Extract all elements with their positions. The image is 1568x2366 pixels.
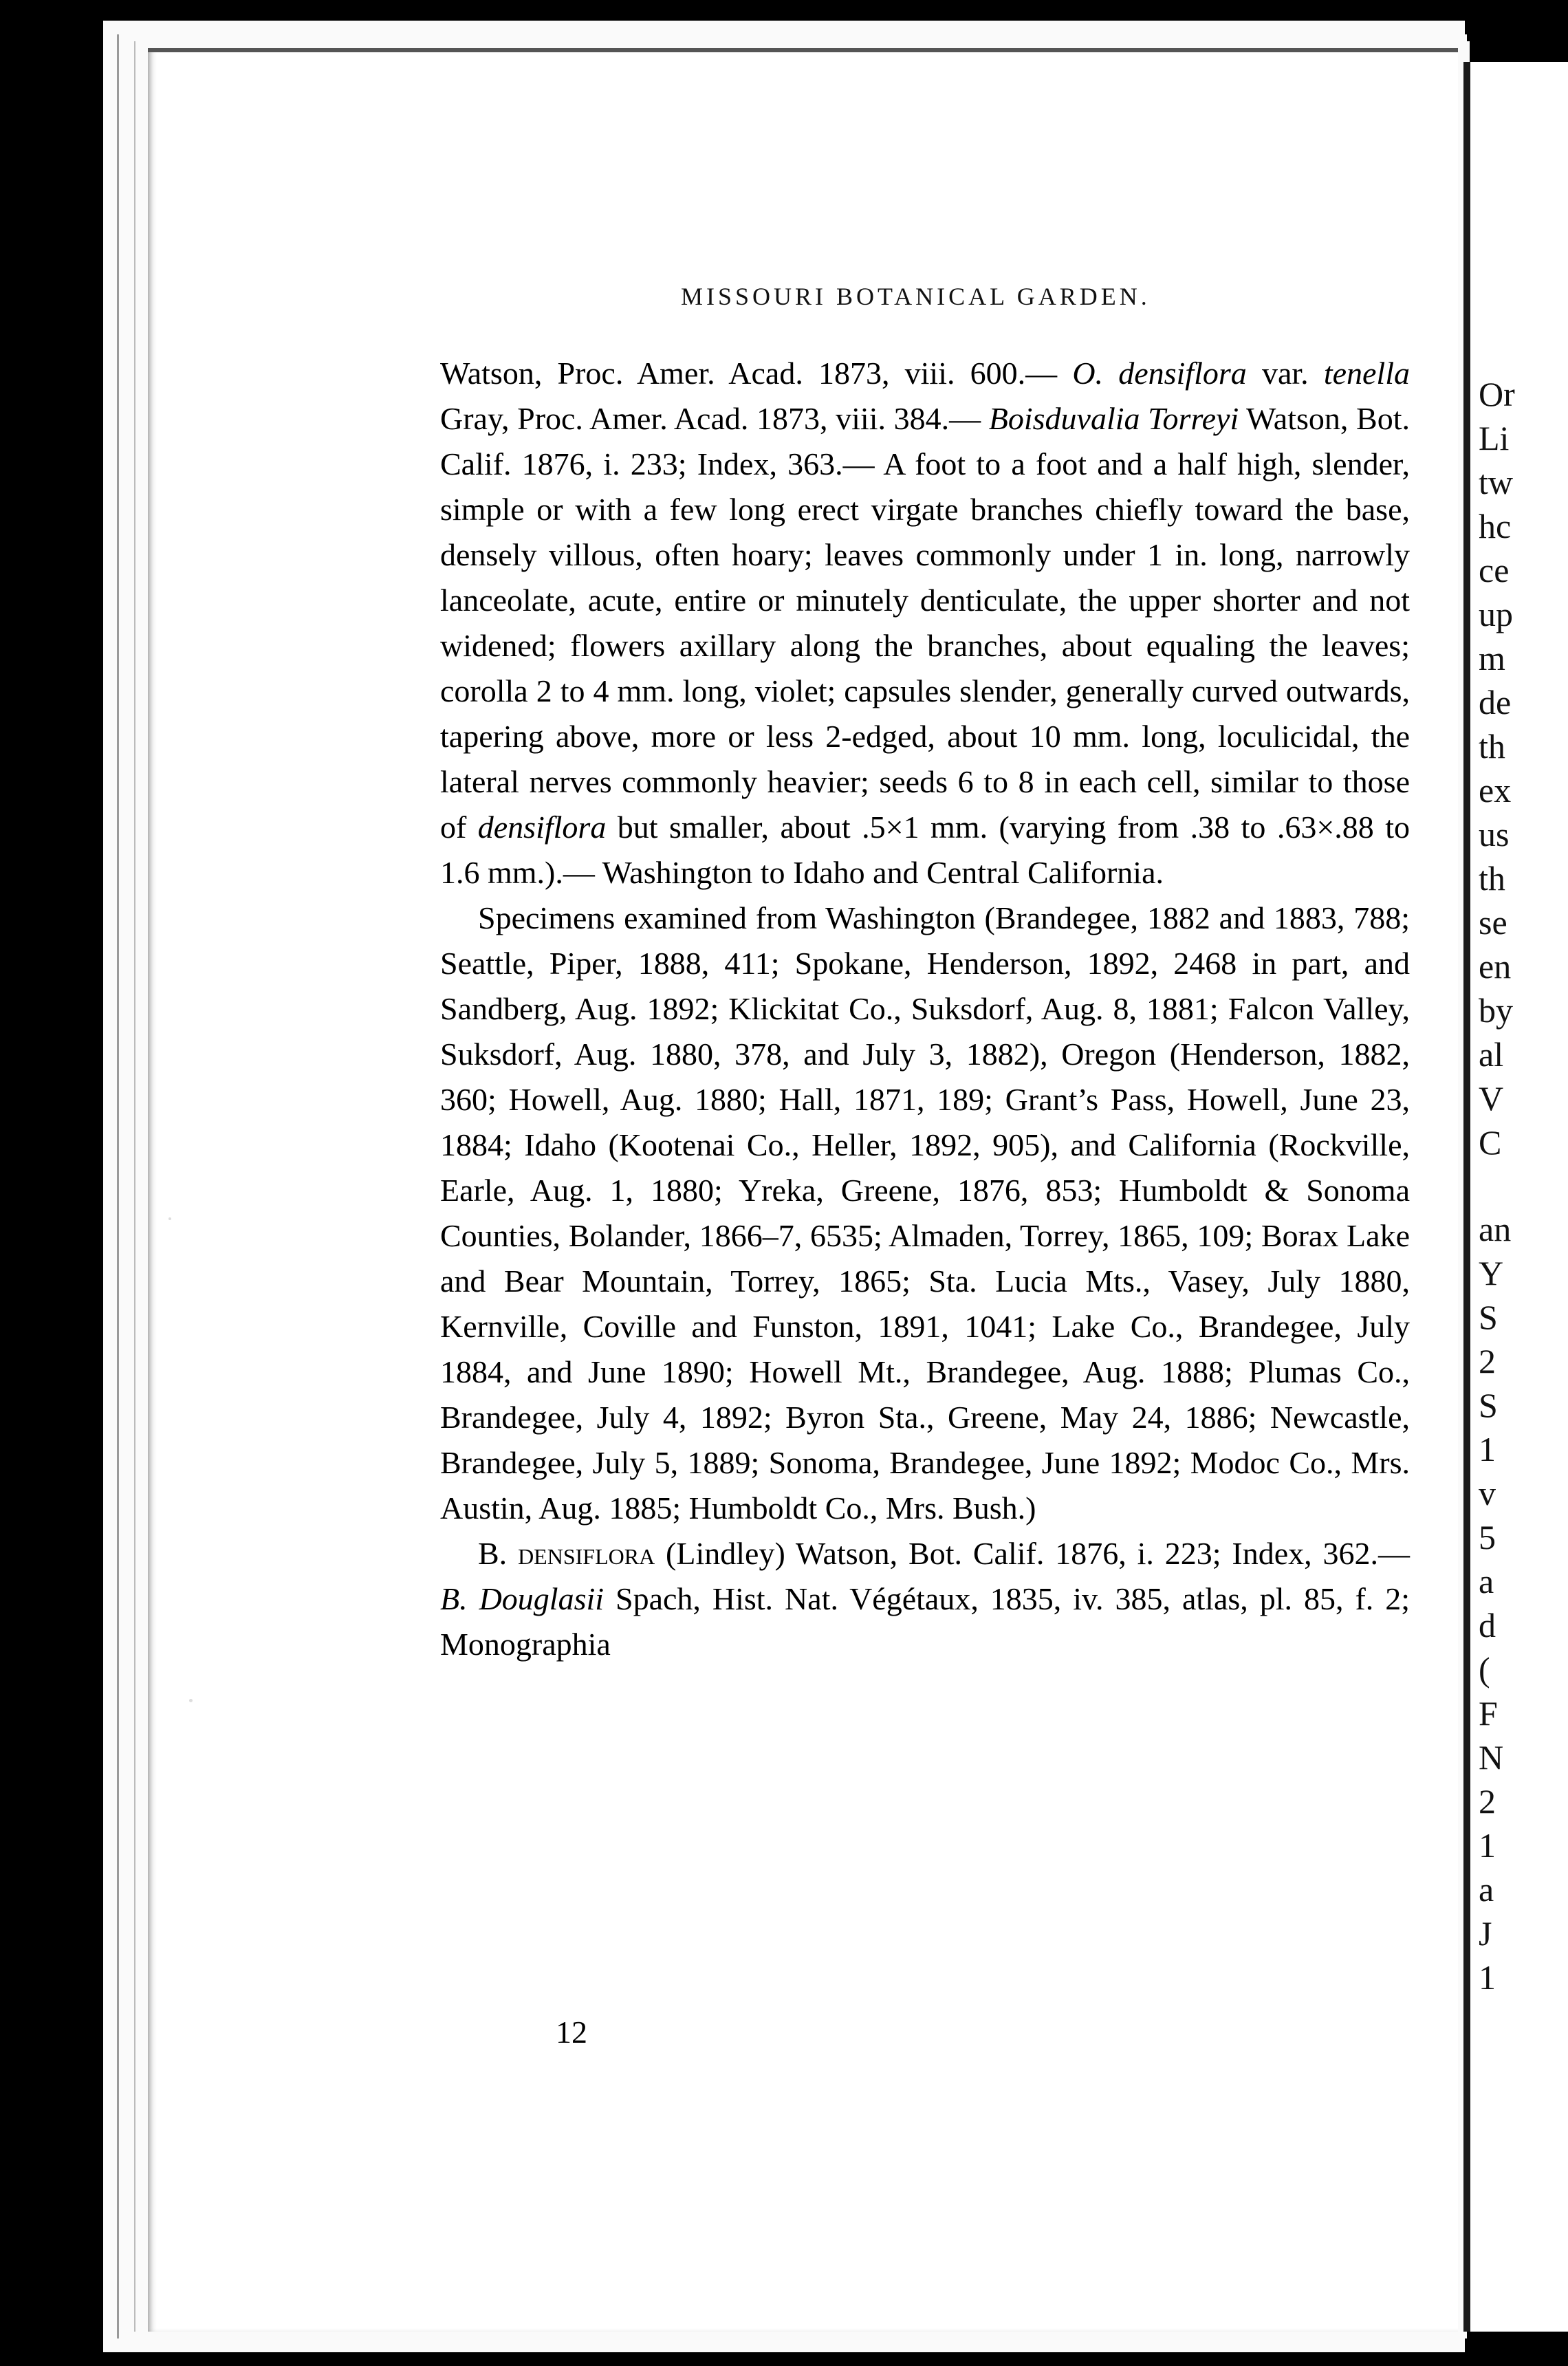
adjacent-page-fragment: J xyxy=(1479,1914,1492,1953)
adjacent-page-fragment: 2 xyxy=(1479,1782,1496,1821)
adjacent-page-fragment: a xyxy=(1479,1870,1494,1909)
paragraph-p1 xyxy=(440,351,1410,896)
adjacent-page-fragment: Or xyxy=(1479,375,1515,413)
adjacent-page-fragment: ce xyxy=(1479,551,1510,589)
adjacent-page-fragment: th xyxy=(1479,727,1505,766)
adjacent-page-fragment: by xyxy=(1479,991,1513,1030)
adjacent-page-fragment: 1 xyxy=(1479,1826,1496,1865)
text-run: Watson, Bot. Calif. 1876, i. 233; Index, 363.— A foot to a foot and a half high, slender, simple or with a few long erect virgate branches chiefly toward the base, densely villous, often hoary; leaves commonly under 1 in. long, narrowly lanceolate, acute, entire or minutely denticulate, the upper shorter and not widened; flowers axillary along the branches, about equaling the leaves; corolla 2 to 4 mm. long, violet; capsules slender, generally curved outwards, tapering above, more or less 2-edged, about 10 mm. long, loculicidal, the lateral nerves commonly heavier; seeds 6 to 8 in each cell, similar to those of xyxy=(440,401,1410,845)
paragraph-p3 xyxy=(440,1531,1410,1667)
italic-text: B. Douglasii xyxy=(440,1581,605,1616)
adjacent-page-fragment: F xyxy=(1479,1694,1498,1733)
adjacent-page-fragment: an xyxy=(1479,1210,1512,1248)
text-run: but smaller, about .5×1 mm. (varying from .38 to .63×.88 to 1.6 mm.).— Washington to Idaho and Central California. xyxy=(440,810,1410,890)
adjacent-page-fragment: S xyxy=(1479,1386,1498,1424)
adjacent-page-fragment: 5 xyxy=(1479,1518,1496,1556)
adjacent-page-fragment: se xyxy=(1479,903,1507,942)
adjacent-page-fragment: C xyxy=(1479,1123,1502,1162)
adjacent-page-fragment: N xyxy=(1479,1738,1504,1777)
text-run: Specimens examined from Washington (Brandegee, 1882 and 1883, 788; Seattle, Piper, 1888, 411; Spokane, Henderson, 1892, 2468 in part, and Sandberg, Aug. 1892; Klickitat Co., Suksdorf, Aug. 8, 1881; Falcon Valley, Suksdorf, Aug. 1880, 378, and July 3, 1882), Oregon (Henderson, 1882, 360; Howell, Aug. 1880; Hall, 1871, 189; Grant’s Pass, Howell, June 23, 1884; Idaho (Kootenai Co., Heller, 1892, 905), and California (Rockville, Earle, Aug. 1, 1880; Yreka, Greene, 1876, 853; Humboldt & Sonoma Counties, Bolander, 1866–7, 6535; Almaden, Torrey, 1865, 109; Borax Lake and Bear Mountain, Torrey, 1865; Sta. Lucia Mts., Vasey, July 1880, Kernville, Coville and Funston, 1891, 1041; Lake Co., Brandegee, July 1884, and June 1890; Howell Mt., Brandegee, Aug. 1888; Plumas Co., Brandegee, July 4, 1892; Byron Sta., Greene, May 24, 1886; Newcastle, Brandegee, July 5, 1889; Sonoma, Brandegee, June 1892; Modoc Co., Mrs. Austin, Aug. 1885; Humboldt Co., Mrs. Bush.) xyxy=(440,900,1410,1526)
paper-speck xyxy=(168,1217,171,1220)
adjacent-page-fragment: m xyxy=(1479,639,1505,677)
adjacent-page-fragment: tw xyxy=(1479,463,1513,501)
italic-text: Boisduvalia Torreyi xyxy=(988,401,1239,436)
text-run: Gray, Proc. Amer. Acad. 1873, viii. 384.— xyxy=(440,401,989,436)
adjacent-page-fragment: us xyxy=(1479,815,1510,854)
adjacent-page-fragment: de xyxy=(1479,683,1512,721)
adjacent-page-fragment: up xyxy=(1479,595,1513,633)
italic-text: densiflora xyxy=(477,810,607,845)
adjacent-page-fragment: v xyxy=(1479,1474,1496,1512)
italic-text: tenella xyxy=(1323,356,1410,391)
adjacent-page-fragment: d xyxy=(1479,1606,1496,1645)
adjacent-page-fragment: 1 xyxy=(1479,1430,1496,1468)
page-number: 12 xyxy=(556,2015,587,2050)
paragraph-p2 xyxy=(440,896,1410,1531)
adjacent-page-fragment: Y xyxy=(1479,1254,1504,1292)
adjacent-page-fragment: S xyxy=(1479,1298,1498,1336)
running-header: MISSOURI BOTANICAL GARDEN. xyxy=(681,283,1151,310)
adjacent-page-fragment: V xyxy=(1479,1079,1504,1118)
small-caps-text: densiflora xyxy=(518,1536,655,1571)
paper-speck xyxy=(189,1699,193,1702)
text-run: Spach, Hist. Nat. Végétaux, 1835, iv. 385, atlas, pl. 85, f. 2; Monographia xyxy=(440,1581,1411,1662)
adjacent-page-fragment: a xyxy=(1479,1562,1494,1600)
text-run: Watson, Proc. Amer. Acad. 1873, viii. 600.— xyxy=(440,356,1073,391)
adjacent-page-fragment: al xyxy=(1479,1035,1504,1074)
adjacent-page-fragment: th xyxy=(1479,859,1505,898)
adjacent-page-fragment: 1 xyxy=(1479,1958,1496,1997)
adjacent-page-fragment: ex xyxy=(1479,771,1512,810)
body-text xyxy=(440,351,1410,1667)
adjacent-page-fragment: ( xyxy=(1479,1650,1490,1689)
adjacent-page-fragment: Li xyxy=(1479,419,1510,457)
text-run: var. xyxy=(1246,356,1324,391)
adjacent-page-fragment: en xyxy=(1479,947,1512,986)
italic-text: O. densiflora xyxy=(1072,356,1247,391)
text-run: B. xyxy=(478,1536,519,1571)
adjacent-page-fragment: hc xyxy=(1479,507,1512,545)
text-run: (Lindley) Watson, Bot. Calif. 1876, i. 223; Index, 362.— xyxy=(655,1536,1410,1571)
adjacent-page-fragment: 2 xyxy=(1479,1342,1496,1380)
adjacent-page xyxy=(1463,62,1568,2332)
